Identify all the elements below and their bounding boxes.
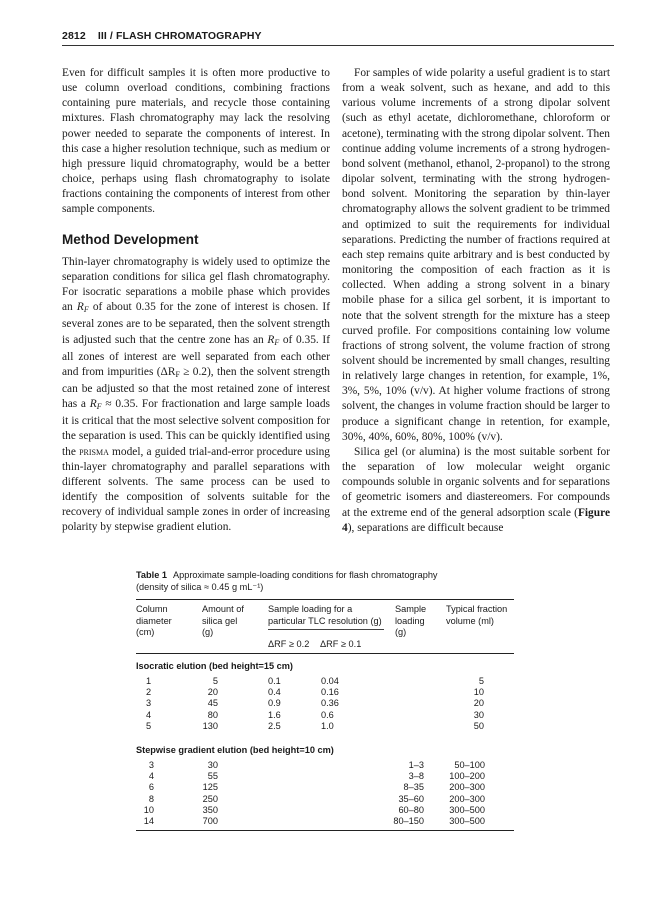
header-line: Typical fraction	[446, 604, 508, 614]
rf-symbol	[77, 301, 89, 313]
header-delta-rf-02: ΔRF ≥ 0.2	[268, 639, 310, 649]
cell-fraction: 30	[473, 709, 484, 720]
cell-loading: 60–80	[398, 804, 424, 815]
isocratic-section-title: Isocratic elution (bed height=15 cm)	[136, 661, 293, 671]
table-caption-line-2: (density of silica ≈ 0.45 g mL⁻¹)	[136, 582, 264, 592]
text-run: model, a guided trial-and-error procedure using thin-layer chromatography and parallel separations with different solvents. The same process can be used to identify the composition of solvents suitable for the recovery of individual sample zones in order of increasing polarity by stepwise gradient elution.	[62, 445, 331, 534]
left-paragraph-1: Even for difficult samples it is often more productive to use column overload conditions, combining fractions containing pure materials, and recycle those containing mixtures. Flash chromatography may lack the resolving power needed to separate the components of interest. In this case a higher resolution technique, such as medium or high pressure liquid chromatography, would be a better choice, perhaps using flash chromatography to isolate fractions containing the components of interest from other sample components.	[62, 67, 330, 216]
prisma-term: prisma	[79, 445, 109, 458]
header-line: (g)	[202, 627, 214, 637]
cell-diameter: 4	[148, 771, 154, 782]
header-sample-loading	[395, 604, 426, 639]
cell-silica: 125	[202, 782, 218, 793]
cell-load-01: 0.6	[321, 709, 334, 720]
cell-fraction: 100–200	[449, 771, 485, 782]
cell-diameter: 6	[148, 782, 154, 793]
rf-subscript: F	[96, 402, 102, 412]
left-paragraph-2	[62, 255, 330, 536]
cell-fraction: 300–500	[449, 816, 485, 826]
table-label: Table 1	[136, 570, 167, 580]
header-line: Amount of	[202, 604, 244, 614]
cell-load-02: 2.5	[268, 720, 281, 731]
cell-silica: 20	[207, 687, 218, 698]
cell-silica: 30	[207, 760, 218, 770]
cell-load-02: 1.6	[268, 709, 281, 720]
cell-diameter: 5	[146, 720, 152, 731]
header-sample-loading-tlc	[268, 604, 382, 627]
cell-load-02: 0.4	[268, 687, 281, 698]
cell-diameter: 10	[143, 804, 154, 815]
cell-loading: 80–150	[393, 816, 424, 826]
delta-rf-symbol	[161, 366, 180, 378]
header-column-diameter	[136, 604, 172, 639]
header-line: (cm)	[136, 627, 155, 637]
text-run: Thin-layer chromatography is widely used to optimize the separation conditions for silica gel flash chromatography. For isocratic separations a mobile phase which provides an	[62, 255, 330, 314]
rf-subscript: F	[274, 337, 280, 347]
text-run: ≈ 0.35. For fractionation and large sample loads it is critical that the most selective solvent composition for the separation is used. This can be quickly identified using the	[62, 398, 330, 458]
rf-letter: R	[89, 398, 97, 411]
header-silica-gel	[202, 604, 244, 639]
section-heading-method-development: Method Development	[62, 231, 199, 247]
header-delta-rf-01: ΔRF ≥ 0.1	[320, 639, 362, 649]
delta-rf-subscript: F	[175, 369, 180, 379]
cell-load-01: 0.04	[321, 676, 339, 686]
header-line: Column	[136, 604, 168, 614]
header-span-rule	[268, 629, 384, 630]
cell-diameter: 14	[143, 816, 154, 826]
header-line: diameter	[136, 615, 172, 626]
cell-silica: 55	[207, 771, 218, 782]
table-bottom-rule	[136, 830, 514, 831]
header-line: particular TLC resolution (g)	[268, 615, 382, 626]
header-line: Sample loading for a	[268, 604, 353, 614]
header-text	[62, 30, 262, 42]
delta-rf-letter: ΔR	[160, 365, 176, 378]
header-line: loading	[395, 615, 425, 626]
header-line: Sample	[395, 604, 427, 614]
rf-symbol	[90, 398, 102, 410]
stepwise-section-title: Stepwise gradient elution (bed height=10 cm)	[136, 745, 334, 755]
header-rule	[62, 45, 614, 46]
cell-diameter: 8	[148, 793, 154, 804]
cell-load-02: 0.9	[268, 698, 281, 709]
cell-silica: 250	[202, 793, 218, 804]
cell-diameter: 4	[146, 709, 152, 720]
right-paragraph-2	[342, 445, 610, 536]
cell-load-01: 0.36	[321, 698, 339, 709]
rf-letter: R	[76, 301, 84, 314]
page-number: 2812	[62, 30, 86, 42]
cell-silica: 350	[202, 804, 218, 815]
rf-letter: R	[267, 333, 275, 346]
text-run: of about 0.35 for the zone of interest is chosen. If several zones are to be separated, then the solvent strength is adjusted such that the centre zone has an	[62, 301, 330, 346]
cell-diameter: 2	[146, 687, 152, 698]
table-caption-line-1	[136, 569, 516, 581]
cell-fraction: 200–300	[449, 793, 485, 804]
cell-diameter: 3	[146, 698, 152, 709]
cell-fraction: 300–500	[449, 804, 485, 815]
text-run: ≥ 0.2), then the solvent strength can be adjusted so that the most retained zone of interest has a	[62, 365, 330, 411]
running-title: III / FLASH CHROMATOGRAPHY	[97, 30, 262, 42]
text-run: Silica gel (or alumina) is the most suitable sorbent for the separation of low molecular weight organic compounds soluble in organic solvents and for separations of geometric isomers and diastereomers. For compounds at the extreme end of the general adsorption scale (	[342, 445, 610, 519]
table-header-rule	[136, 653, 514, 654]
header-line: silica gel	[202, 615, 238, 626]
cell-load-01: 1.0	[321, 720, 334, 731]
header-fraction-volume	[446, 604, 507, 627]
cell-diameter: 3	[148, 760, 154, 770]
figure-reference[interactable]: Figure 4	[342, 506, 610, 534]
rf-symbol	[267, 334, 279, 346]
cell-silica: 5	[212, 676, 218, 686]
rf-subscript: F	[83, 305, 89, 315]
cell-silica: 700	[202, 816, 218, 826]
cell-loading: 3–8	[408, 771, 424, 782]
cell-fraction: 10	[473, 687, 484, 698]
table-caption-text: Approximate sample-loading conditions for flash chromatography	[172, 570, 438, 580]
running-header	[62, 29, 614, 43]
cell-silica: 80	[207, 709, 218, 720]
cell-load-02: 0.1	[268, 676, 281, 686]
cell-silica: 130	[202, 720, 218, 731]
header-line: (g)	[395, 627, 407, 637]
cell-loading: 35–60	[398, 793, 424, 804]
cell-fraction: 50–100	[454, 760, 485, 770]
text-run: of 0.35. If all zones of interest are well separated from each other and from impurities (	[62, 333, 330, 378]
header-line: volume (ml)	[446, 615, 494, 626]
text-run: ), separations are difficult because	[347, 521, 504, 534]
right-column	[342, 66, 610, 536]
cell-loading: 8–35	[403, 782, 424, 793]
cell-fraction: 200–300	[449, 782, 485, 793]
cell-diameter: 1	[146, 676, 152, 686]
cell-fraction: 50	[473, 720, 484, 731]
cell-loading: 1–3	[408, 760, 424, 770]
table-1	[136, 569, 516, 826]
cell-fraction: 20	[473, 698, 484, 709]
table-top-rule	[136, 599, 514, 600]
cell-load-01: 0.16	[321, 687, 339, 698]
right-paragraph-1: For samples of wide polarity a useful gradient is to start from a weak solvent, such as hexane, and add to this various volume increments of a strong dipolar solvent (such as ethyl acetate, dichloromethane, chloroform or acetone), terminating with the strong dipolar solvent. Then continue adding volume increments of a strong hydrogen-bond solvent (methanol, ethanol, 2-propanol) to the strong dipolar solvent, terminating with the strong hydrogen-bond solvent. Monitoring the separation by thin-layer chromatography allows the solvent gradient to be trimmed and optimized to suit the requirements for individual separations. Predicting the number of fractions required at each step remains quite arbitrary and is best conducted by monitoring the composition of each fraction as it is collected. When adding a strong solvent in a binary mobile phase for a silica gel sorbent, it is important to note that the solvent strength for the mixture has a steep curved profile. For compositions containing low volume fractions of strong solvent, the volume fraction of strong solvent should be incremented by small changes, resulting in relatively large changes in retention, for example, 1%, 3%, 5%, 10% (v/v). At higher volume fractions of strong solvent, the changes in volume fraction should be larger to produce a significant change in retention, for example, 30%, 40%, 60%, 80%, 100% (v/v).	[342, 67, 610, 443]
cell-silica: 45	[207, 698, 218, 709]
cell-fraction: 5	[478, 676, 484, 686]
left-column	[62, 66, 330, 536]
